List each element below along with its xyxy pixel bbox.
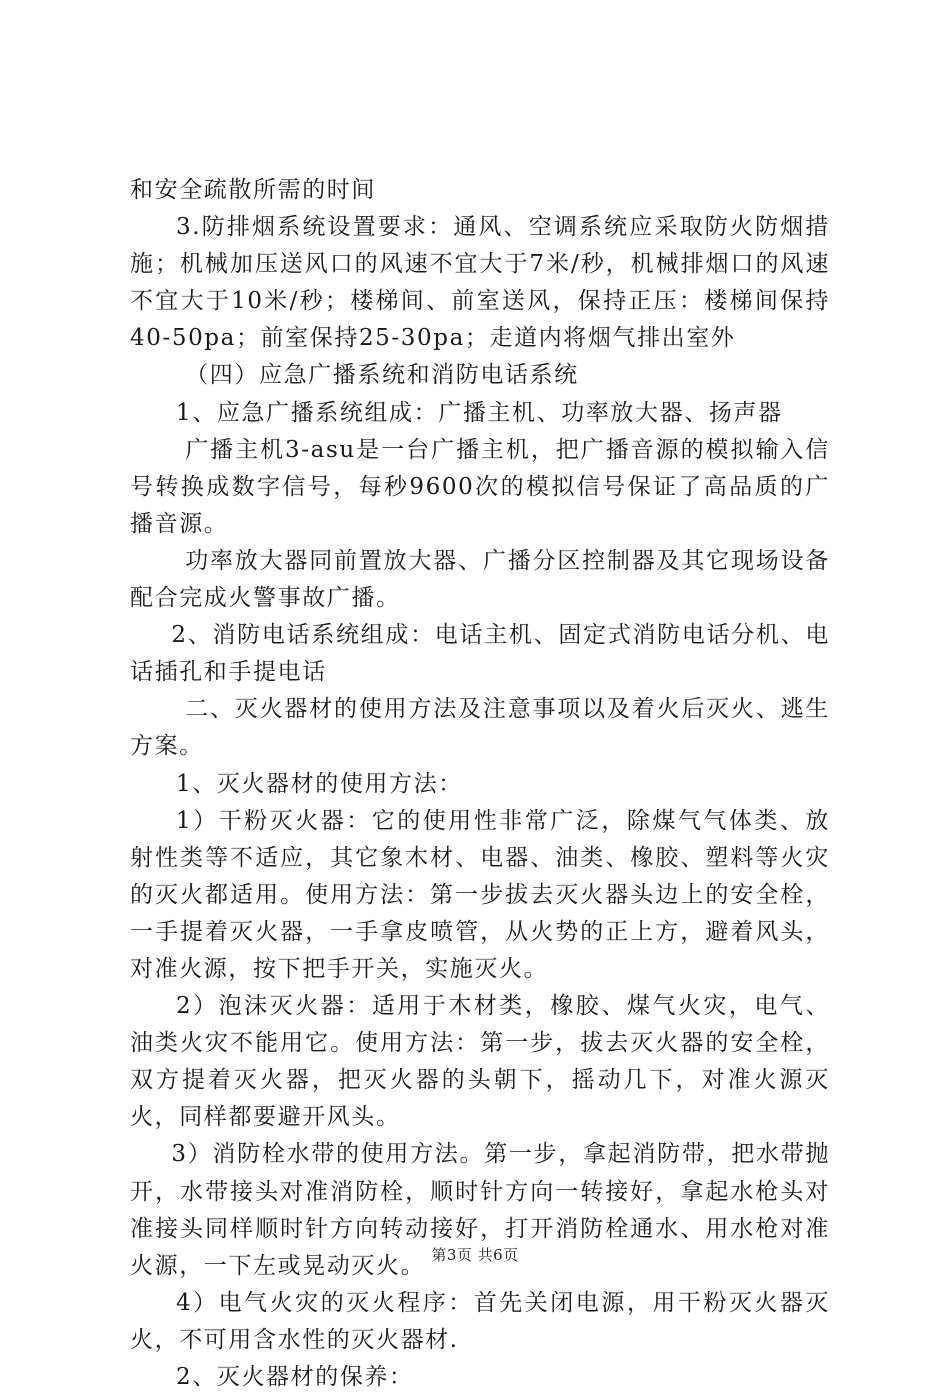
paragraph: 1）干粉灭火器：它的使用性非常广泛，除煤气气体类、放射性类等不适应，其它象木材、电器、油类、橡胶、塑料等火灾的灭火都适用。使用方法：第一步拔去灭火器头边上的安全栓，一手提着灭火器，一手拿皮喷管，从火势的正上方，避着风头，对准火源，按下把手开关，实施灭火。 xyxy=(130,807,830,982)
page-number-footer: 第3页 共6页 xyxy=(431,1246,519,1264)
paragraph: 3）消防栓水带的使用方法。第一步，拿起消防带，把水带抛开，水带接头对准消防栓，顺时针方向一转接好，拿起水枪头对准接头同样顺时针方向转动接好，打开消防栓通水、用水枪对准火源，一下左或晃动灭火。 xyxy=(130,1141,830,1279)
paragraph: 1、灭火器材的使用方法： xyxy=(176,770,463,797)
section-heading: 二、灭火器材的使用方法及注意事项以及着火后灭火、逃生方案。 xyxy=(130,696,830,760)
paragraph: 2）泡沫灭火器：适用于木材类，橡胶、煤气火灾，电气、油类火灾不能用它。使用方法：第一步，拔去灭火器的安全栓，双方提着灭火器，把灭火器的头朝下，摇动几下，对准火源灭火，同样都要避开风头。 xyxy=(130,993,830,1131)
paragraph: 2、灭火器材的保养： xyxy=(176,1364,414,1390)
paragraph: 4）电气火灾的灭火程序：首先关闭电源，用干粉灭火器灭火，不可用含水性的灭火器材. xyxy=(130,1289,830,1353)
section-heading: （四）应急广播系统和消防电话系统 xyxy=(185,362,579,389)
paragraph: 广播主机3-asu是一台广播主机，把广播音源的模拟输入信号转换成数字信号，每秒9600次的模拟信号保证了高品质的广播音源。 xyxy=(130,436,830,537)
paragraph: 3.防排烟系统设置要求：通风、空调系统应采取防火防烟措施；机械加压送风口的风速不宜大于7米/秒，机械排烟口的风速不宜大于10米/秒；楼梯间、前室送风，保持正压：楼梯间保持40-50pa；前室保持25-30pa；走道内将烟气排出室外 xyxy=(130,214,830,352)
paragraph: 功率放大器同前置放大器、广播分区控制器及其它现场设备配合完成火警事故广播。 xyxy=(130,547,830,612)
paragraph: 和安全疏散所需的时间 xyxy=(130,177,376,203)
paragraph: 1、应急广播系统组成：广播主机、功率放大器、扬声器 xyxy=(176,399,783,426)
paragraph: 2、消防电话系统组成：电话主机、固定式消防电话分机、电话插孔和手提电话 xyxy=(130,622,830,686)
document-body xyxy=(130,172,830,1396)
